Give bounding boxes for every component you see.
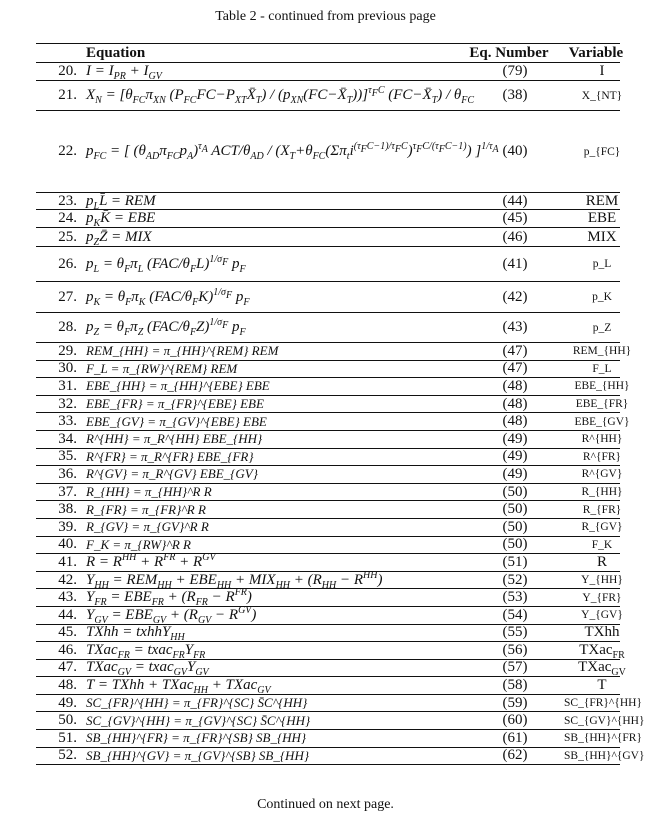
variable: EBE_{HH} bbox=[574, 380, 630, 393]
table-row bbox=[36, 63, 620, 81]
equation-number: (47) bbox=[502, 360, 528, 377]
row-number: 30. bbox=[58, 360, 77, 377]
page-footer: Continued on next page. bbox=[257, 797, 394, 812]
equation: $Y_{GV} = EBE_{GV} + (R_{GV} - R^{GV})$ bbox=[86, 604, 257, 626]
row-number: 44. bbox=[58, 606, 77, 623]
equation: EBE_{GV} = π_{GV}^{EBE} EBE bbox=[86, 413, 267, 429]
equation: $p_LL̄$ = REM bbox=[86, 192, 156, 212]
table-row bbox=[36, 747, 645, 766]
equation-number: (59) bbox=[502, 694, 528, 711]
equation: $p_K = \theta_F\pi_K$ $(FAC/\theta_FK)^{1/\sigma_F}$ $p_F$ bbox=[86, 286, 250, 308]
row-number: 39. bbox=[58, 518, 77, 535]
row-number: 35. bbox=[58, 448, 77, 465]
row-number: 31. bbox=[58, 377, 77, 394]
variable: SC_{GV}^{HH} bbox=[564, 714, 645, 727]
row-number: 25. bbox=[58, 228, 77, 245]
row-number: 36. bbox=[58, 465, 77, 482]
table-row bbox=[36, 641, 625, 661]
table-row bbox=[36, 282, 620, 313]
equation-number: (55) bbox=[502, 624, 528, 641]
variable: R_{GV} bbox=[581, 521, 623, 534]
equation: F_L = π_{RW}^{REM} REM bbox=[86, 360, 238, 376]
table-row bbox=[36, 247, 620, 282]
equation: REM_{HH} = π_{HH}^{REM} REM bbox=[86, 343, 279, 359]
row-number: 52. bbox=[58, 747, 77, 764]
equation: R_{FR} = π_{FR}^R R bbox=[86, 501, 206, 517]
variable: SC_{FR}^{HH} bbox=[564, 697, 642, 710]
equation: $p_L = \theta_F\pi_L$ $(FAC/\theta_FL)^{1/\sigma_F}$ $p_F$ bbox=[86, 253, 246, 275]
equation-number: (41) bbox=[502, 255, 528, 272]
table-row bbox=[36, 228, 620, 247]
variable: R^{HH} bbox=[581, 433, 623, 446]
table-row bbox=[36, 342, 632, 361]
row-number: 40. bbox=[58, 536, 77, 553]
variable: R_{HH} bbox=[581, 486, 623, 499]
variable: Y_{GV} bbox=[581, 609, 623, 622]
equation: EBE_{FR} = π_{FR}^{EBE} EBE bbox=[86, 396, 264, 412]
table-row bbox=[36, 81, 623, 111]
equation-number: (60) bbox=[502, 712, 528, 729]
row-number: 29. bbox=[58, 342, 77, 359]
equation-number: (50) bbox=[502, 483, 528, 500]
table-row bbox=[36, 111, 620, 193]
row-number: 27. bbox=[58, 288, 77, 305]
table-row bbox=[36, 413, 630, 431]
variable: EBE_{FR} bbox=[575, 398, 629, 411]
equation: $p_Z = \theta_F\pi_Z$ $(FAC/\theta_FZ)^{1/\sigma_F}$ $p_F$ bbox=[86, 317, 246, 338]
row-number: 45. bbox=[58, 624, 77, 641]
table-row bbox=[36, 465, 623, 484]
row-number: 32. bbox=[58, 395, 77, 412]
variable: SB_{HH}^{FR} bbox=[564, 732, 642, 745]
equation: $Y_{FR} = EBE_{FR} + (R_{FR} - R^{FR})$ bbox=[86, 587, 252, 609]
equation-number: (61) bbox=[502, 729, 528, 746]
variable: TXac$_{FR}$ bbox=[579, 641, 625, 661]
row-number: 42. bbox=[58, 571, 77, 588]
row-number: 49. bbox=[58, 694, 77, 711]
variable: I bbox=[599, 63, 605, 79]
equation: $p_KK̄$ = EBE bbox=[86, 210, 156, 229]
equation: R^{FR} = π_R^{FR} EBE_{FR} bbox=[86, 448, 254, 464]
variable: R^{GV} bbox=[581, 468, 623, 481]
equation: R_{HH} = π_{HH}^R R bbox=[86, 484, 212, 500]
variable: TXhh bbox=[584, 624, 620, 641]
equation: SB_{HH}^{FR} = π_{FR}^{SB} SB_{HH} bbox=[86, 730, 307, 746]
equation-number: (38) bbox=[502, 87, 528, 103]
equation-number: (51) bbox=[502, 553, 528, 570]
table-row bbox=[36, 551, 620, 572]
equation-number: (52) bbox=[502, 571, 528, 588]
equation-number: (50) bbox=[502, 536, 528, 553]
table-row bbox=[36, 377, 630, 396]
table-row bbox=[36, 483, 623, 502]
variable: REM_{HH} bbox=[572, 345, 632, 358]
header-equation: Equation bbox=[86, 44, 146, 61]
table-row bbox=[36, 518, 623, 537]
equation-number: (49) bbox=[502, 430, 528, 447]
table-row bbox=[36, 729, 642, 748]
equation-number: (50) bbox=[502, 518, 528, 535]
equation: TXac$_{FR}$ = $txac_{FR}Y_{FR}$ bbox=[86, 641, 206, 661]
equation: SB_{HH}^{GV} = π_{GV}^{SB} SB_{HH} bbox=[86, 747, 310, 763]
equation: $X_N = [\theta_{FC}\pi_{XN}$ $(P_{FC}FC-P_{XT}X̄_T)$ / $(p_{XN}(FC-X̄_T))]^{\tau_FC}$ $(FC-X̄_T) / \theta_{FC}$ bbox=[86, 85, 475, 106]
variable: EBE_{GV} bbox=[574, 415, 630, 428]
equation-number: (48) bbox=[502, 413, 528, 430]
row-number: 38. bbox=[58, 501, 77, 518]
table-row bbox=[36, 589, 620, 607]
table-row bbox=[36, 625, 620, 643]
row-number: 41. bbox=[58, 553, 77, 570]
variable: p_Z bbox=[592, 321, 612, 334]
equation-number: (42) bbox=[502, 288, 528, 305]
row-number: 37. bbox=[58, 483, 77, 500]
equation-number: (54) bbox=[502, 606, 528, 623]
equation: R^{HH} = π_R^{HH} EBE_{HH} bbox=[86, 431, 263, 447]
table-row bbox=[36, 677, 620, 695]
table-row bbox=[36, 604, 623, 626]
equation: R_{GV} = π_{GV}^R R bbox=[86, 519, 209, 535]
equations-table bbox=[36, 43, 645, 765]
variable: MIX bbox=[587, 228, 617, 245]
row-number: 50. bbox=[58, 712, 77, 729]
variable: F_L bbox=[592, 362, 612, 375]
variable: X_{NT} bbox=[581, 89, 623, 102]
variable: REM bbox=[585, 192, 619, 209]
equation-number: (46) bbox=[502, 228, 528, 245]
equation-number: (56) bbox=[502, 641, 528, 658]
table-header bbox=[36, 44, 624, 63]
equation-number: (79) bbox=[502, 63, 528, 79]
equation-number: (62) bbox=[502, 747, 528, 764]
equation-number: (57) bbox=[502, 659, 528, 676]
row-number: 23. bbox=[58, 192, 77, 209]
variable: Y_{FR} bbox=[582, 591, 622, 604]
variable: R_{FR} bbox=[582, 503, 622, 516]
equation-number: (49) bbox=[502, 465, 528, 482]
equation: $I = I_{PR} + I_{GV}$ bbox=[86, 63, 162, 82]
table-row bbox=[36, 361, 620, 379]
row-number: 28. bbox=[58, 319, 77, 335]
row-number: 48. bbox=[58, 677, 77, 694]
variable: EBE bbox=[587, 210, 617, 226]
equation: $Y_{HH} = REM_{HH} + EBE_{HH} + MIX_{HH} + (R_{HH} - R^{HH})$ bbox=[86, 569, 383, 591]
row-number: 43. bbox=[58, 589, 77, 606]
equation-number: (48) bbox=[502, 395, 528, 412]
row-number: 24. bbox=[58, 210, 77, 226]
variable: R bbox=[596, 553, 607, 570]
equation: EBE_{HH} = π_{HH}^{EBE} EBE bbox=[86, 378, 270, 394]
table-row bbox=[36, 659, 626, 679]
equation-number: (50) bbox=[502, 501, 528, 518]
row-number: 46. bbox=[58, 641, 77, 658]
variable: Y_{HH} bbox=[581, 574, 623, 587]
table-row bbox=[36, 430, 623, 449]
table-row bbox=[36, 569, 623, 591]
table-row bbox=[36, 193, 620, 210]
table-row bbox=[36, 313, 620, 343]
equation-number: (44) bbox=[502, 192, 528, 209]
equation: SC_{FR}^{HH} = π_{FR}^{SC} S̄C^{HH} bbox=[86, 695, 308, 711]
equation-number: (58) bbox=[502, 677, 528, 694]
equation: $R = R^{HH} + R^{FR} + R^{GV}$ bbox=[86, 551, 216, 570]
equation: SC_{GV}^{HH} = π_{GV}^{SC} S̄C^{HH} bbox=[86, 712, 311, 728]
equation-number: (45) bbox=[502, 210, 528, 226]
row-number: 34. bbox=[58, 430, 77, 447]
table-row bbox=[36, 501, 620, 519]
table-row bbox=[36, 449, 620, 467]
variable: R^{FR} bbox=[582, 450, 622, 463]
header-variable: Variable bbox=[568, 44, 624, 61]
variable: T bbox=[597, 677, 607, 694]
equation: $p_ZZ̄$ = MIX bbox=[86, 228, 152, 248]
page-header: Table 2 - continued from previous page bbox=[215, 9, 436, 24]
equation-number: (47) bbox=[502, 342, 528, 359]
variable: TXac$_{GV}$ bbox=[578, 659, 626, 679]
variable: p_K bbox=[592, 291, 612, 303]
row-number: 51. bbox=[58, 729, 77, 746]
row-number: 21. bbox=[58, 87, 77, 103]
table-row bbox=[36, 395, 629, 414]
equation: TXac$_{GV}$ = $txac_{GV}Y_{GV}$ bbox=[86, 659, 209, 679]
table-row bbox=[36, 210, 620, 228]
equation: R^{GV} = π_R^{GV} EBE_{GV} bbox=[86, 466, 258, 482]
equation-number: (40) bbox=[502, 143, 528, 159]
table-row bbox=[36, 712, 645, 730]
row-number: 22. bbox=[58, 143, 77, 159]
equation-number: (48) bbox=[502, 377, 528, 394]
equation: $p_{FC}$ = [ $(\theta_{AD}\pi_{FC}p_A)^{\tau_A}$ ACT/$\theta_{AD} / (X_T+\theta_{FC}(\Sigma\pi_ti^{(\tau_FC-1)/\tau_FC})^{\tau_FC/(\tau_FC-1)})$ ]$^{1/\tau_A}$ bbox=[86, 141, 499, 162]
row-number: 26. bbox=[58, 255, 77, 272]
variable: p_{FC} bbox=[583, 145, 621, 158]
row-number: 47. bbox=[58, 659, 77, 676]
equation-number: (49) bbox=[502, 448, 528, 465]
header-eq-number: Eq. Number bbox=[469, 44, 549, 61]
equation-number: (53) bbox=[502, 589, 528, 606]
equation: TXhh = txhhY$_{HH}$ bbox=[86, 624, 185, 644]
row-number: 20. bbox=[58, 63, 77, 79]
table-row bbox=[36, 694, 642, 713]
row-number: 33. bbox=[58, 413, 77, 430]
variable: p_L bbox=[592, 258, 612, 270]
variable: SB_{HH}^{GV} bbox=[564, 749, 645, 762]
equation-number: (43) bbox=[502, 319, 528, 335]
variable: F_K bbox=[591, 538, 613, 551]
equation: F_K = π_{RW}^R R bbox=[86, 536, 191, 552]
equation: T = TXhh + TXac$_{HH}$ + TXac$_{GV}$ bbox=[86, 677, 271, 697]
